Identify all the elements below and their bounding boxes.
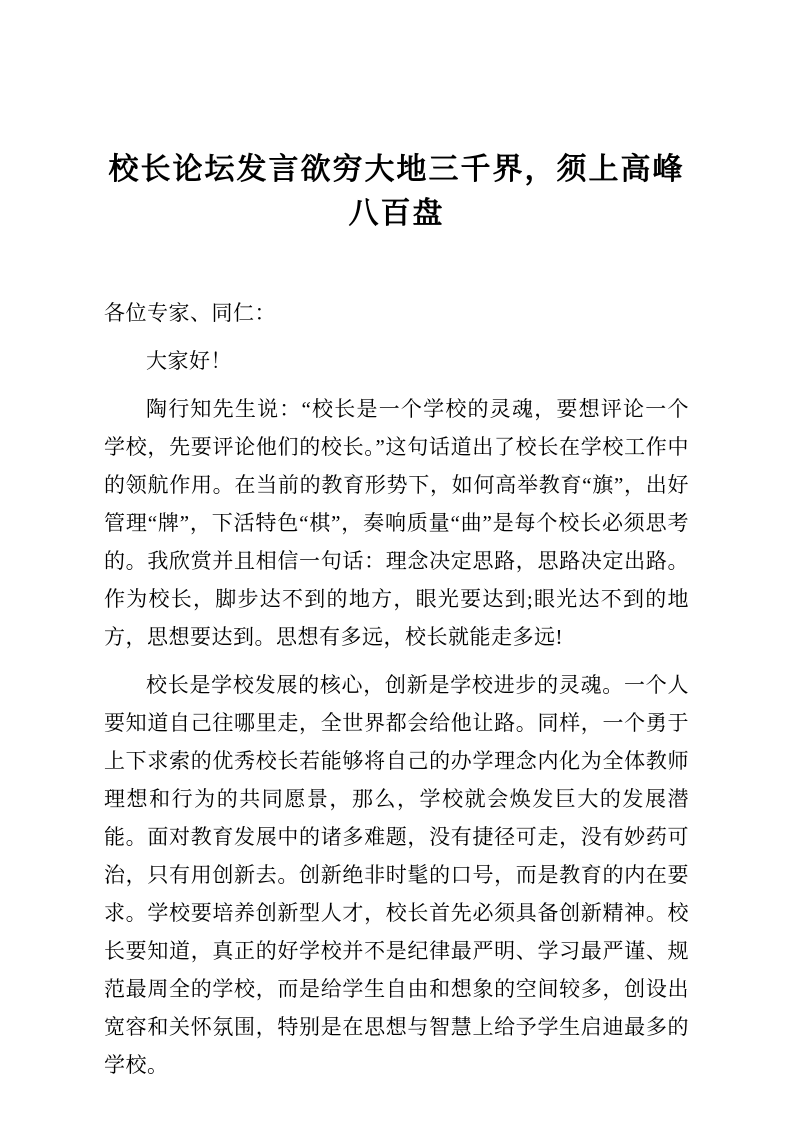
body-paragraph-2: 校长是学校发展的核心，创新是学校进步的灵魂。一个人要知道自己往哪里走，全世界都会给他让路。同样，一个勇于上下求索的优秀校长若能够将自己的办学理念内化为全体教师理想和行为的共同愿景，那么，学校就会焕发巨大的发展潜能。面对教育发展中的诸多难题，没有捷径可走，没有妙药可治，只有用创新去。创新绝非时髦的口号，而是教育的内在要求。学校要培养创新型人才，校长首先必须具备创新精神。校长要知道，真正的好学校并不是纪律最严明、学习最严谨、规范最周全的学校，而是给学生自由和想象的空间较多，创设出宽容和关怀氛围，特别是在思想与智慧上给予学生启迪最多的学校。 [104,673,689,1077]
greeting-paragraph: 大家好！ [146,349,232,373]
salutation-paragraph: 各位专家、同仁： [104,301,276,325]
body-paragraph-1: 陶行知先生说：“校长是一个学校的灵魂，要想评论一个学校，先要评论他们的校长。”这句话道出了校长在学校工作中的领航作用。在当前的教育形势下，如何高举教育“旗”，出好管理“牌”，下活特色“棋”，奏响质量“曲”是每个校长必须思考的。我欣赏并且相信一句话：理念决定思路，思路决定出路。作为校长，脚步达不到的地方，眼光要达到;眼光达不到的地方，思想要达到。思想有多远，校长就能走多远! [104,397,689,649]
document-title: 校长论坛发言欲穷大地三千界，须上高峰八百盘 [108,153,685,230]
